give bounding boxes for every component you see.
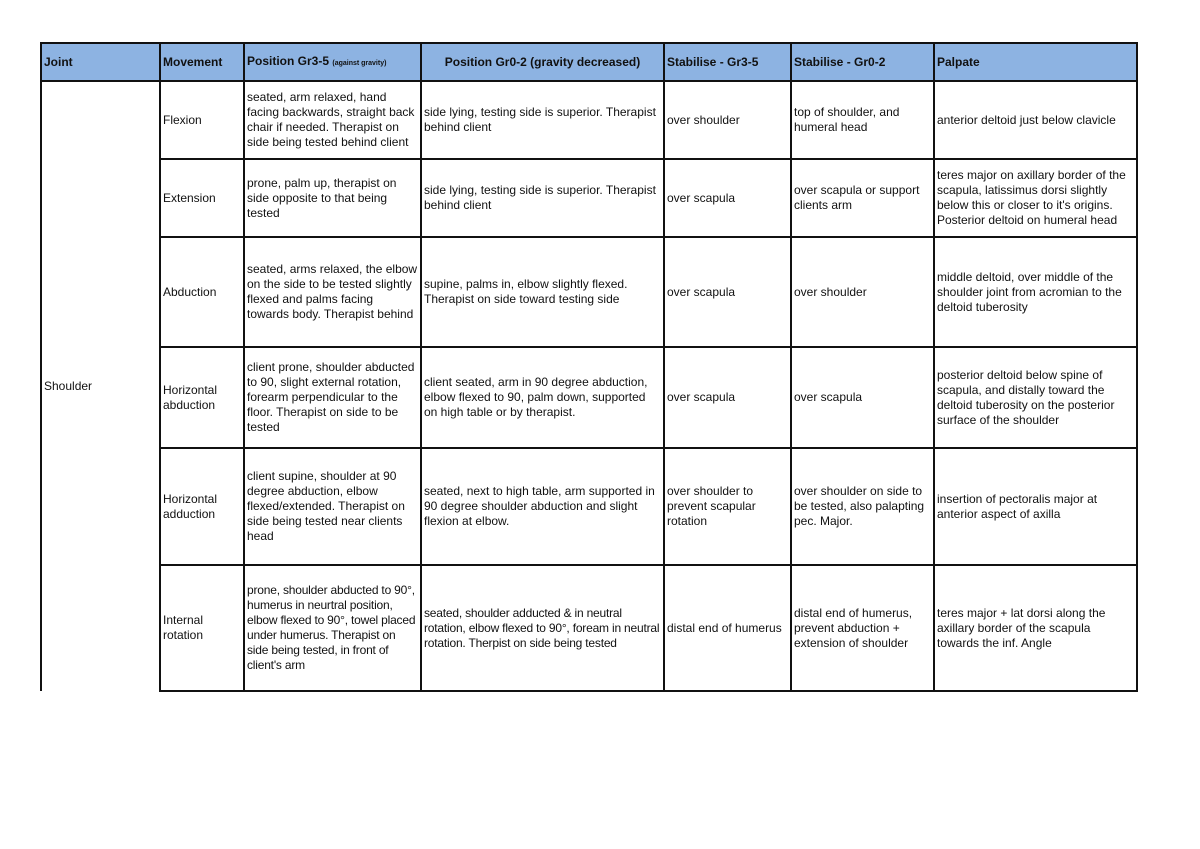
header-palpate: Palpate [934, 43, 1137, 81]
position-gr3-5-cell: seated, arm relaxed, hand facing backwards, straight back chair if needed. Therapist on side being tested behind client [244, 81, 421, 159]
position-gr0-2-cell: seated, next to high table, arm supported in 90 degree shoulder abduction and slight flexion at elbow. [421, 448, 664, 565]
header-position-gr3-5-label: Position Gr3-5 [247, 53, 330, 68]
table-row [41, 237, 1137, 347]
header-movement: Movement [160, 43, 244, 81]
position-gr0-2-cell: seated, shoulder adducted & in neutral rotation, elbow flexed to 90°, foream in neutral rotation. Therpist on side being tested [421, 565, 664, 691]
stabilise-gr0-2-cell: over scapula or support clients arm [791, 159, 934, 237]
stabilise-gr0-2-cell: distal end of humerus, prevent abduction + extension of shoulder [791, 565, 934, 691]
palpate-cell: teres major on axillary border of the scapula, latissimus dorsi slightly below this or closer to it's origins. Posterior deltoid on humeral head [934, 159, 1137, 237]
header-position-gr0-2: Position Gr0-2 (gravity decreased) [421, 43, 664, 81]
position-gr0-2-cell: supine, palms in, elbow slightly flexed. Therapist on side toward testing side [421, 237, 664, 347]
position-gr3-5-cell: client supine, shoulder at 90 degree abduction, elbow flexed/extended. Therapist on side being tested near clients head [244, 448, 421, 565]
position-gr3-5-cell: prone, palm up, therapist on side opposite to that being tested [244, 159, 421, 237]
header-row [41, 43, 1137, 81]
position-gr3-5-cell: prone, shoulder abducted to 90°, humerus in neurtral position, elbow flexed to 90°, towel placed under humerus. Therapist on side being tested, in front of client's arm [244, 565, 421, 691]
header-stabilise-gr0-2: Stabilise - Gr0-2 [791, 43, 934, 81]
table-row [41, 448, 1137, 565]
movement-cell: Horizontal abduction [160, 347, 244, 448]
stabilise-gr3-5-cell: over scapula [664, 347, 791, 448]
position-gr3-5-cell: seated, arms relaxed, the elbow on the side to be tested slightly flexed and palms facing towards body. Therapist behind [244, 237, 421, 347]
stabilise-gr0-2-cell: over scapula [791, 347, 934, 448]
stabilise-gr3-5-cell: distal end of humerus [664, 565, 791, 691]
table-row [41, 81, 1137, 159]
header-joint: Joint [41, 43, 160, 81]
joint-cell: Shoulder [41, 81, 160, 691]
movement-cell: Flexion [160, 81, 244, 159]
movement-cell: Abduction [160, 237, 244, 347]
palpate-cell: middle deltoid, over middle of the shoulder joint from acromian to the deltoid tuberosity [934, 237, 1137, 347]
muscle-testing-table [40, 42, 1138, 692]
stabilise-gr0-2-cell: over shoulder [791, 237, 934, 347]
movement-cell: Internal rotation [160, 565, 244, 691]
header-position-gr3-5 [244, 43, 421, 81]
stabilise-gr0-2-cell: over shoulder on side to be tested, also palapting pec. Major. [791, 448, 934, 565]
palpate-cell: insertion of pectoralis major at anterior aspect of axilla [934, 448, 1137, 565]
palpate-cell: teres major + lat dorsi along the axillary border of the scapula towards the inf. Angle [934, 565, 1137, 691]
table-row [41, 347, 1137, 448]
position-gr3-5-cell: client prone, shoulder abducted to 90, slight external rotation, forearm perpendicular to the floor. Therapist on side to be tested [244, 347, 421, 448]
stabilise-gr3-5-cell: over scapula [664, 159, 791, 237]
header-stabilise-gr3-5: Stabilise - Gr3-5 [664, 43, 791, 81]
header-position-gr3-5-note: (against gravity) [332, 59, 387, 67]
stabilise-gr0-2-cell: top of shoulder, and humeral head [791, 81, 934, 159]
palpate-cell: posterior deltoid below spine of scapula, and distally toward the deltoid tuberosity on the posterior surface of the shoulder [934, 347, 1137, 448]
position-gr0-2-cell: side lying, testing side is superior. Therapist behind client [421, 159, 664, 237]
palpate-cell: anterior deltoid just below clavicle [934, 81, 1137, 159]
movement-cell: Horizontal adduction [160, 448, 244, 565]
stabilise-gr3-5-cell: over scapula [664, 237, 791, 347]
table-row [41, 159, 1137, 237]
position-gr0-2-cell: client seated, arm in 90 degree abduction, elbow flexed to 90, palm down, supported on high table or by therapist. [421, 347, 664, 448]
position-gr0-2-cell: side lying, testing side is superior. Therapist behind client [421, 81, 664, 159]
stabilise-gr3-5-cell: over shoulder to prevent scapular rotation [664, 448, 791, 565]
table-row [41, 565, 1137, 691]
stabilise-gr3-5-cell: over shoulder [664, 81, 791, 159]
movement-cell: Extension [160, 159, 244, 237]
